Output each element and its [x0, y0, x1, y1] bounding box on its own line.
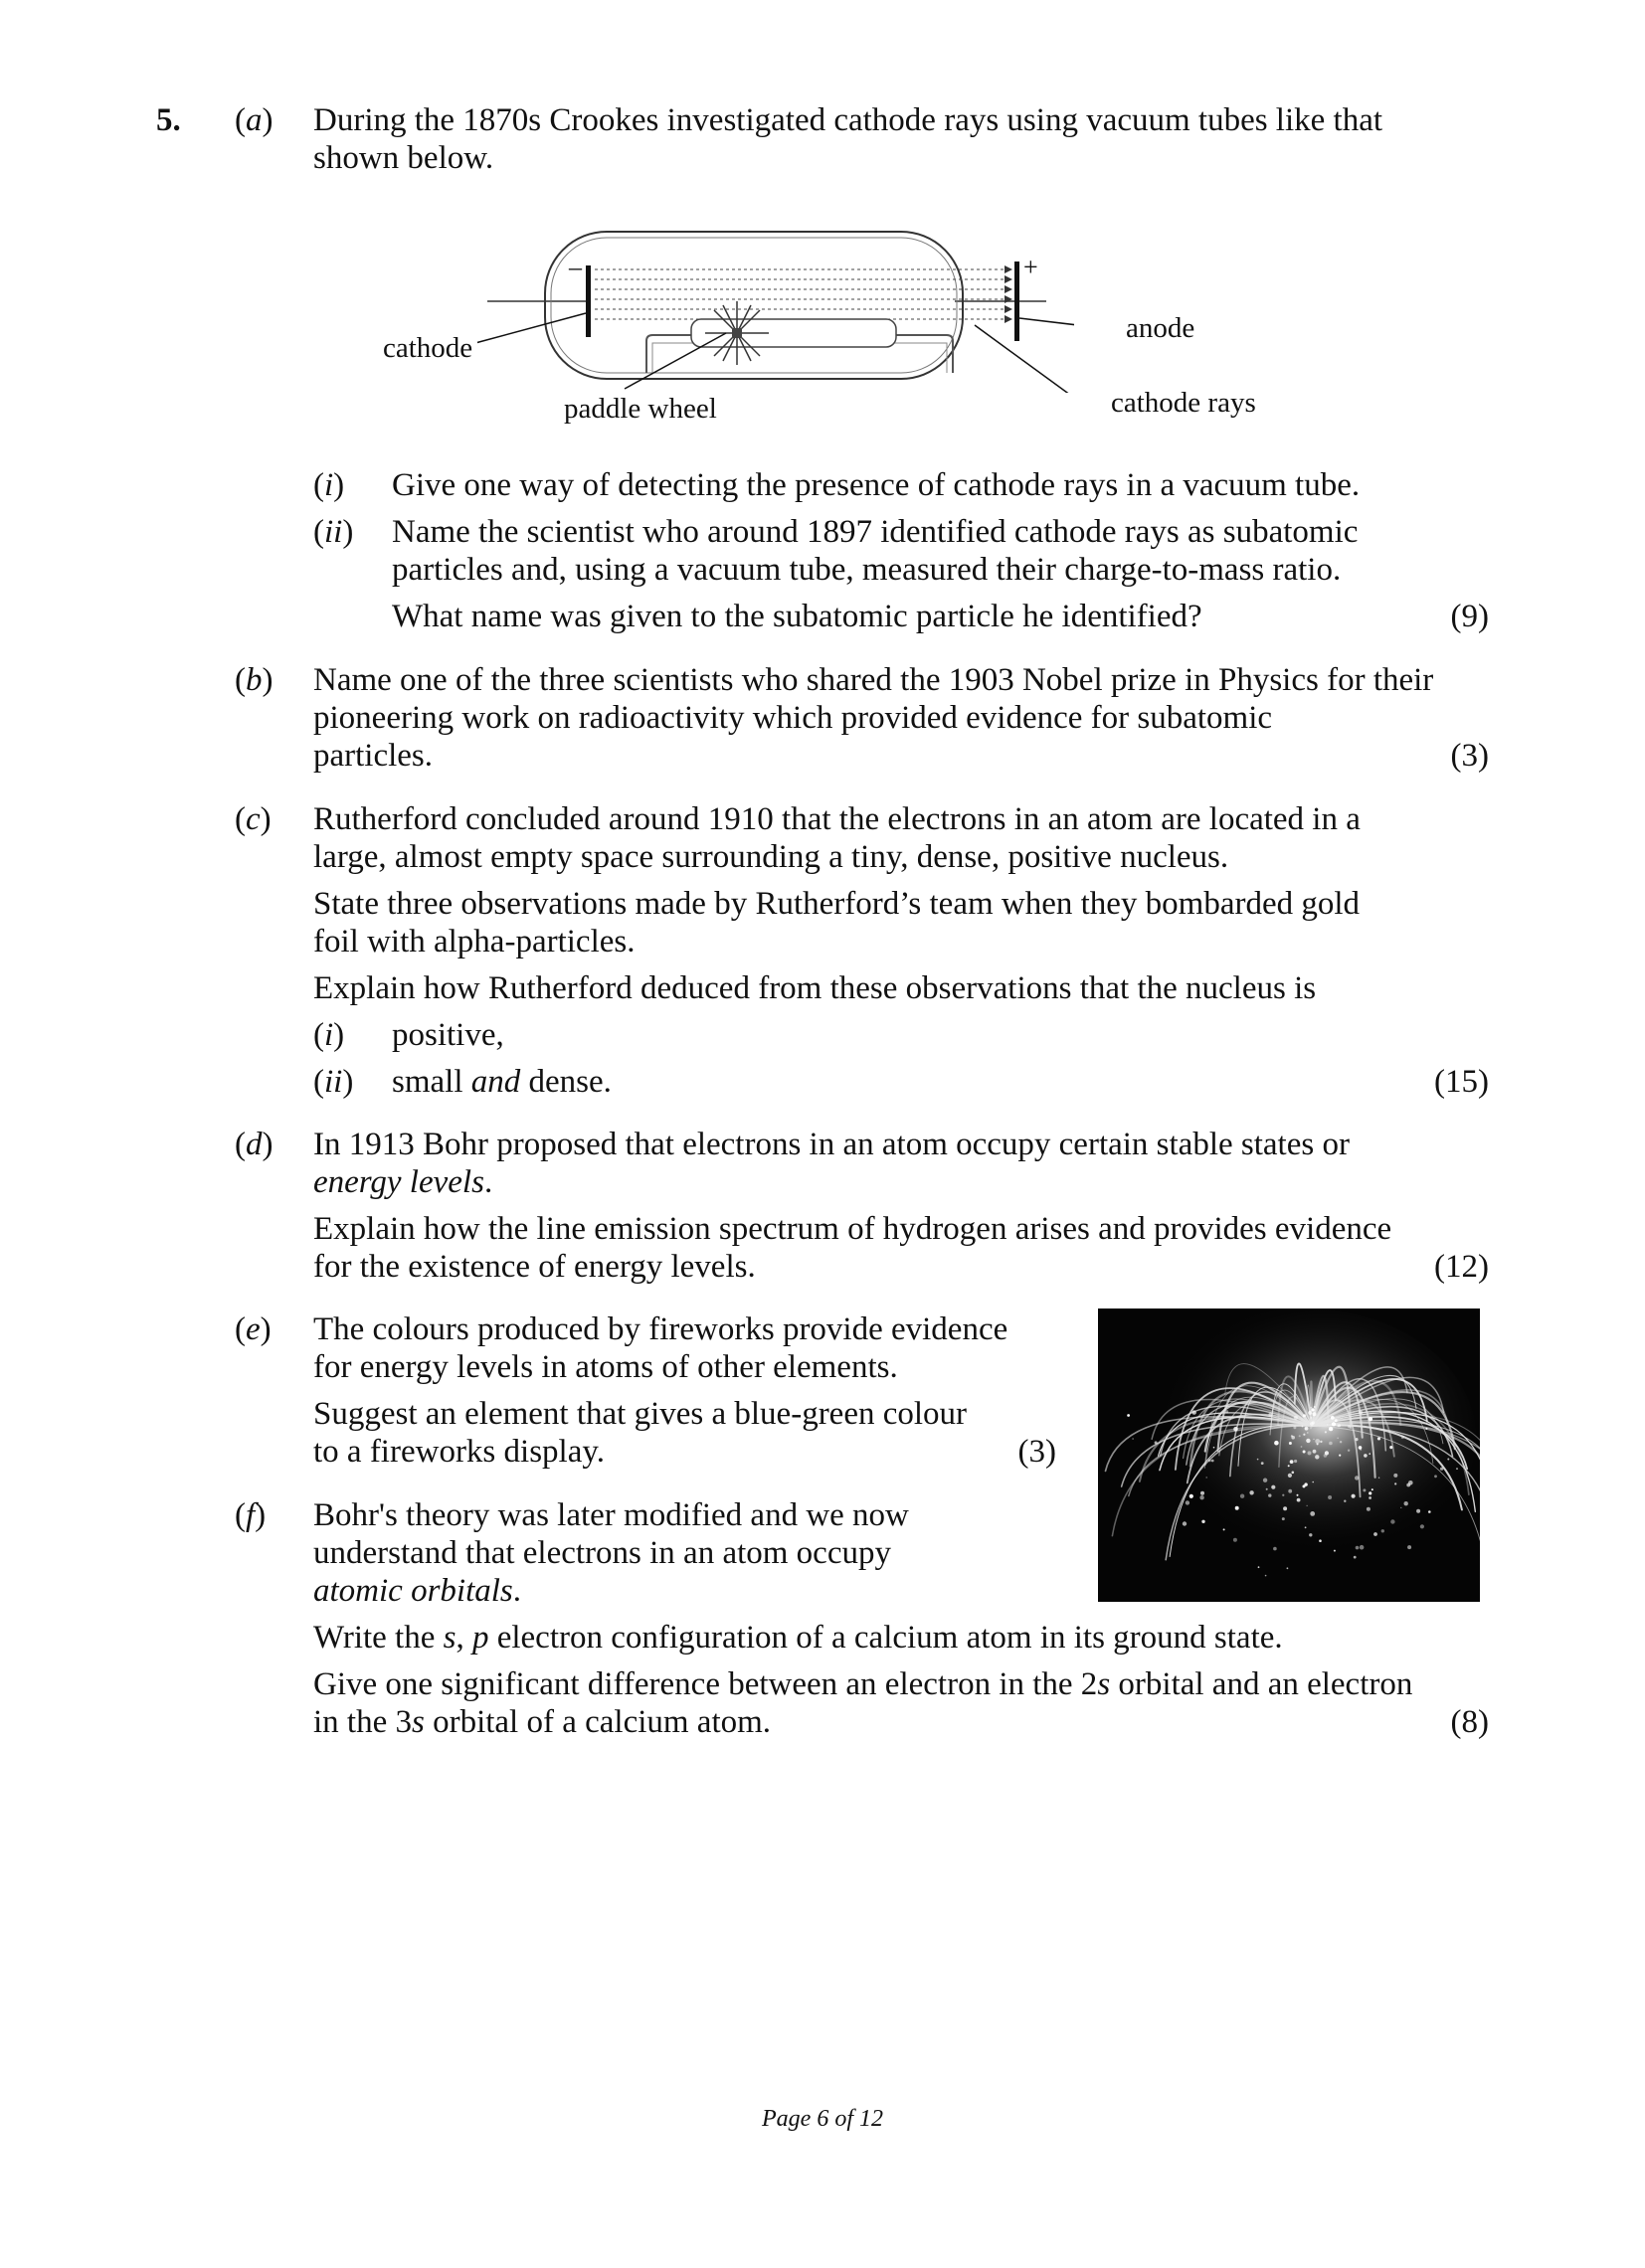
firework-spark [1440, 1468, 1443, 1471]
part-e-line3: Suggest an element that gives a blue-green colour [313, 1396, 968, 1432]
firework-spark [1378, 1478, 1379, 1479]
firework-spark [1208, 1460, 1211, 1463]
firework-spark [1132, 1438, 1134, 1440]
part-e-line4: to a fireworks display. [313, 1434, 605, 1470]
firework-spark [1305, 1526, 1307, 1528]
part-a-ii-line2: particles and, using a vacuum tube, measured their charge-to-mass ratio. [392, 552, 1342, 588]
firework-spark [1303, 1484, 1306, 1487]
firework-spark [1306, 1439, 1310, 1443]
part-f-line3: atomic orbitals. [313, 1573, 522, 1609]
part-e-line2: for energy levels in atoms of other elements. [313, 1349, 898, 1385]
firework-spark [1407, 1545, 1411, 1549]
firework-spark [1192, 1410, 1196, 1414]
firework-spark [1311, 1408, 1314, 1411]
part-f-line1: Bohr's theory was later modified and we now [313, 1497, 909, 1533]
part-e-line1: The colours produced by fireworks provide evidence [313, 1311, 1008, 1347]
firework-spark [1257, 1459, 1259, 1461]
firework-spark [1340, 1441, 1342, 1443]
firework-spark [1305, 1428, 1307, 1430]
firework-spark [1289, 1442, 1292, 1445]
firework-spark [1369, 1453, 1371, 1455]
part-f-line5: Give one significant difference between an electron in the 2s orbital and an electron [313, 1666, 1413, 1702]
firework-spark [1416, 1509, 1420, 1513]
firework-spark [1233, 1538, 1237, 1542]
firework-spark [1408, 1481, 1413, 1485]
firework-spark [1310, 1511, 1315, 1516]
firework-spark [1434, 1475, 1437, 1478]
part-c-label: (c) [235, 801, 272, 837]
firework-spark [1312, 1482, 1314, 1483]
firework-spark [1389, 1446, 1392, 1449]
cathode-leader [477, 313, 586, 343]
firework-spark [1328, 1495, 1332, 1499]
firework-spark [1315, 1455, 1319, 1459]
firework-spark [1268, 1412, 1272, 1416]
cathode-rays-leader [975, 325, 1074, 393]
part-b-marks: (3) [1450, 738, 1489, 774]
firework-spark [1355, 1438, 1358, 1441]
part-e-label: (e) [235, 1311, 272, 1347]
firework-spark [1381, 1529, 1384, 1532]
part-f-label: (f) [235, 1497, 267, 1533]
firework-spark [1293, 1426, 1296, 1429]
part-c-marks: (15) [1434, 1064, 1489, 1100]
firework-spark [1320, 1441, 1322, 1443]
firework-spark [1282, 1517, 1285, 1520]
part-c-ii-text: small and dense. [392, 1064, 612, 1100]
part-c-i-text: positive, [392, 1017, 504, 1053]
part-a-ii-label: (ii) [313, 514, 354, 550]
part-a-ii-line3: What name was given to the subatomic particle he identified? [392, 599, 1202, 634]
firework-spark [1367, 1507, 1371, 1511]
firework-spark [1201, 1520, 1204, 1523]
firework-spark [1394, 1483, 1396, 1484]
firework-spark [1266, 1488, 1268, 1490]
part-d-marks: (12) [1434, 1249, 1489, 1285]
firework-spark [1373, 1532, 1377, 1536]
part-c-line2: large, almost empty space surrounding a tiny, dense, positive nucleus. [313, 839, 1229, 875]
part-d-line1: In 1913 Bohr proposed that electrons in an atom occupy certain stable states or [313, 1127, 1350, 1162]
firework-spark [1401, 1436, 1404, 1439]
firework-spark [1314, 1406, 1316, 1408]
part-b-line3: particles. [313, 738, 434, 774]
part-a-ii-line1: Name the scientist who around 1897 identified cathode rays as subatomic [392, 514, 1359, 550]
firework-spark [1263, 1479, 1267, 1483]
firework-spark [1312, 1412, 1316, 1416]
firework-spark [1332, 1422, 1336, 1426]
firework-spark [1334, 1550, 1336, 1552]
firework-spark [1308, 1411, 1312, 1415]
glass-tube-inner [551, 238, 957, 373]
firework-spark [1348, 1425, 1351, 1428]
firework-spark [1327, 1424, 1328, 1425]
firework-spark [1331, 1416, 1335, 1420]
part-c-line1: Rutherford concluded around 1910 that the electrons in an atom are located in a [313, 801, 1361, 837]
part-d-line4: for the existence of energy levels. [313, 1249, 756, 1285]
firework-spark [1447, 1459, 1449, 1461]
firework-spark [1211, 1460, 1214, 1463]
firework-spark [1456, 1468, 1458, 1470]
part-f-line6: in the 3s orbital of a calcium atom. [313, 1704, 772, 1740]
firework-spark [1371, 1488, 1373, 1490]
firework-spark [1324, 1454, 1328, 1458]
firework-spark [1297, 1494, 1299, 1496]
part-b-label: (b) [235, 662, 274, 698]
firework-spark [1377, 1437, 1380, 1440]
firework-spark [1291, 1436, 1295, 1440]
firework-spark [1265, 1575, 1267, 1577]
part-c-line4: foil with alpha-particles. [313, 924, 636, 960]
firework-spark [1364, 1454, 1368, 1458]
firework-spark [1307, 1432, 1309, 1434]
part-c-line3: State three observations made by Rutherford’s team when they bombarded gold [313, 886, 1361, 922]
firework-spark [1240, 1494, 1244, 1498]
part-a-marks: (9) [1450, 599, 1489, 634]
firework-spark [1309, 1533, 1312, 1536]
fireworks-photo [1098, 1308, 1480, 1602]
firework-spark [1288, 1474, 1292, 1478]
firework-spark [1355, 1476, 1359, 1480]
firework-spark [1329, 1427, 1333, 1431]
firework-spark [1290, 1460, 1294, 1464]
firework-spark [1297, 1498, 1301, 1502]
firework-spark [1313, 1439, 1314, 1440]
label-cathode: cathode [383, 332, 473, 364]
firework-spark [1183, 1521, 1187, 1525]
firework-spark [1294, 1416, 1298, 1420]
firework-spark [1317, 1443, 1319, 1445]
firework-spark [1310, 1407, 1312, 1409]
cathode-plate [586, 265, 591, 337]
firework-spark [1155, 1441, 1158, 1444]
firework-spark [1258, 1566, 1260, 1568]
part-a-i-text: Give one way of detecting the presence of cathode rays in a vacuum tube. [392, 467, 1361, 503]
firework-spark [1301, 1446, 1303, 1448]
anode-leader [1019, 318, 1074, 326]
firework-spark [1287, 1567, 1289, 1569]
part-e-marks: (3) [1017, 1434, 1056, 1470]
firework-spark [1288, 1465, 1290, 1467]
firework-spark [1319, 1539, 1322, 1542]
page-number: Page 6 of 12 [762, 2106, 883, 2132]
firework-spark [1335, 1419, 1338, 1422]
cathode-ray-lines [595, 269, 1005, 319]
firework-spark [1359, 1411, 1363, 1415]
firework-spark [1311, 1417, 1313, 1419]
label-anode: anode [1126, 312, 1195, 344]
firework-spark [1307, 1505, 1308, 1506]
part-d-line3: Explain how the line emission spectrum of hydrogen arises and provides evidence [313, 1211, 1392, 1247]
firework-spark [1315, 1439, 1320, 1444]
part-c-i-label: (i) [313, 1017, 345, 1053]
firework-spark [1339, 1455, 1341, 1457]
firework-spark [1325, 1431, 1327, 1433]
firework-spark [1303, 1451, 1306, 1454]
ray-arrowheads [1005, 265, 1012, 323]
paddle-wheel-leader [625, 333, 726, 389]
firework-spark [1352, 1494, 1356, 1498]
plus-sign: + [1023, 253, 1038, 281]
glass-tube-outer [545, 232, 963, 379]
firework-spark [1359, 1446, 1363, 1450]
firework-spark [1299, 1435, 1301, 1437]
label-cathode-rays: cathode rays [1111, 387, 1256, 419]
part-d-line2: energy levels. [313, 1164, 493, 1200]
part-f-marks: (8) [1450, 1704, 1489, 1740]
firework-spark [1360, 1545, 1365, 1550]
firework-spark [1363, 1488, 1366, 1491]
firework-spark [1303, 1414, 1306, 1417]
part-a-label: (a) [235, 102, 274, 138]
firework-spark [1393, 1474, 1397, 1478]
firework-spark [1189, 1494, 1193, 1498]
firework-spark [1329, 1442, 1333, 1446]
firework-spark [1400, 1507, 1401, 1508]
anode-plate [1014, 262, 1019, 341]
firework-spark [1312, 1421, 1315, 1424]
firework-spark [1308, 1451, 1312, 1455]
part-a-intro-line2: shown below. [313, 140, 494, 176]
firework-spark [1186, 1500, 1189, 1504]
firework-spark [1302, 1426, 1304, 1428]
firework-spark [1225, 1410, 1228, 1413]
part-b-line1: Name one of the three scientists who shared the 1903 Nobel prize in Physics for their [313, 662, 1434, 698]
firework-spark [1369, 1496, 1371, 1499]
firework-spark [1249, 1490, 1253, 1494]
firework-spark [1313, 1450, 1317, 1454]
firework-spark [1213, 1447, 1215, 1449]
paddle-wheel-hub [732, 328, 742, 338]
firework-spark [1354, 1556, 1357, 1559]
firework-spark [1369, 1491, 1371, 1494]
firework-spark [1337, 1425, 1339, 1427]
firework-spark [1127, 1414, 1130, 1417]
firework-spark [1282, 1494, 1284, 1496]
minus-sign: – [569, 253, 582, 281]
firework-spark [1261, 1462, 1264, 1465]
part-c-line5: Explain how Rutherford deduced from these observations that the nucleus is [313, 970, 1317, 1006]
part-b-line2: pioneering work on radioactivity which provided evidence for subatomic [313, 700, 1273, 736]
part-d-label: (d) [235, 1127, 274, 1162]
firework-spark [1303, 1434, 1305, 1436]
firework-spark [1425, 1428, 1427, 1430]
firework-spark [1288, 1489, 1292, 1493]
part-f-line4: Write the s, p electron configuration of a calcium atom in its ground state. [313, 1620, 1283, 1656]
firework-spark [1390, 1519, 1394, 1523]
firework-spark [1271, 1485, 1275, 1489]
part-c-ii-label: (ii) [313, 1064, 354, 1100]
firework-spark [1369, 1417, 1372, 1421]
firework-spark [1404, 1501, 1408, 1505]
firework-spark [1428, 1510, 1431, 1513]
firework-spark [1348, 1450, 1350, 1452]
firework-spark [1205, 1477, 1207, 1479]
firework-spark [1200, 1491, 1204, 1495]
firework-spark [1274, 1441, 1279, 1446]
question-number: 5. [156, 102, 181, 138]
firework-spark [1199, 1495, 1203, 1499]
firework-spark [1233, 1427, 1238, 1432]
firework-spark [1420, 1524, 1424, 1528]
firework-spark [1235, 1506, 1239, 1510]
part-a-intro-line1: During the 1870s Crookes investigated cathode rays using vacuum tubes like that [313, 102, 1383, 138]
firework-spark [1283, 1506, 1287, 1510]
firework-spark [1292, 1472, 1295, 1475]
part-f-line2: understand that electrons in an atom occupy [313, 1535, 891, 1571]
firework-spark [1356, 1546, 1360, 1550]
label-paddle-wheel: paddle wheel [564, 393, 717, 425]
part-a-i-label: (i) [313, 467, 345, 503]
firework-spark [1273, 1547, 1277, 1551]
firework-spark [1344, 1500, 1346, 1502]
firework-spark [1294, 1460, 1297, 1463]
firework-spark [1268, 1493, 1271, 1496]
firework-spark [1223, 1528, 1225, 1530]
firework-spark [1337, 1438, 1338, 1439]
crookes-tube-diagram [477, 224, 1074, 393]
